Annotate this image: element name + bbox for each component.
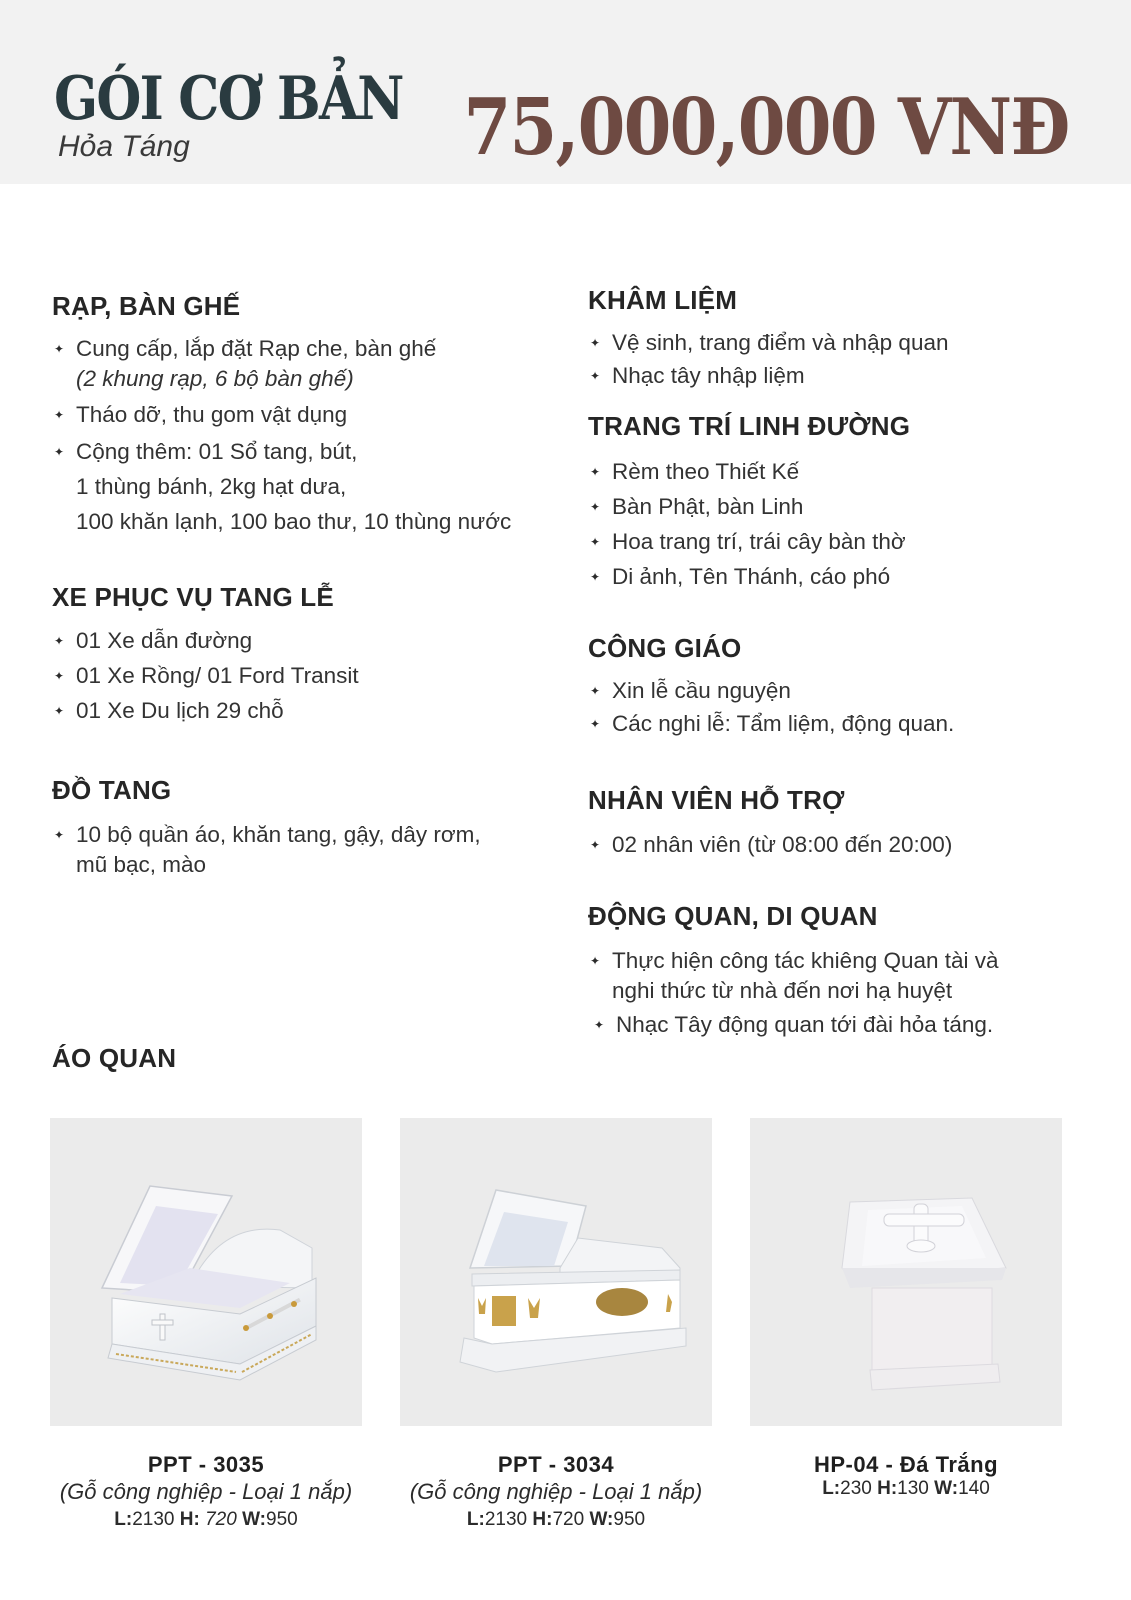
item-text: Vệ sinh, trang điểm và nhập quan [612,330,949,355]
bullet-star-icon: ✦ [590,500,601,514]
item-text-continued: mũ bạc, mào [76,852,207,877]
item-list [588,946,1068,1040]
section-title: NHÂN VIÊN HỖ TRỢ [588,785,845,815]
list-item [588,489,1068,524]
section-title: ĐỒ TANG [52,775,172,805]
section-title: XE PHỤC VỤ TANG LỄ [52,582,334,612]
bullet-star-icon: ✦ [54,634,65,648]
item-list [52,334,552,539]
item-text: Cộng thêm: 01 Sổ tang, bút, [76,439,358,464]
list-item [588,1010,1068,1040]
list-item [52,820,552,880]
section-rap-ban-ghe [52,290,552,539]
dim-label: H: [527,1509,553,1530]
item-text: 10 bộ quần áo, khăn tang, gậy, dây rơm, [76,822,481,847]
list-item [52,400,552,430]
casket-image-ppt-3035 [50,1118,362,1426]
package-subtitle: Hỏa Táng [58,130,190,163]
list-item [52,434,552,539]
dim-label: H: [871,1478,898,1499]
product-dimensions [400,1506,712,1534]
list-item [588,359,1068,392]
product-caption [750,1452,1062,1500]
dim-label: L: [114,1509,133,1530]
product-code: PPT - 3034 [497,1452,615,1477]
item-note: (2 khung rạp, 6 bộ bàn ghế) [76,366,354,391]
list-item [52,623,552,658]
dim-label: L: [822,1478,841,1499]
item-text: Tháo dỡ, thu gom vật dụng [76,402,348,427]
dim-height: 130 [897,1478,929,1499]
bullet-star-icon: ✦ [590,570,601,584]
dim-height: 720 [205,1509,237,1530]
dim-width: 140 [958,1478,990,1499]
list-item [52,334,552,394]
bullet-star-icon: ✦ [590,535,601,549]
item-list [52,820,552,880]
item-text: Di ảnh, Tên Thánh, cáo phó [612,564,891,589]
bullet-star-icon: ✦ [590,684,601,698]
list-item [52,693,552,728]
right-column [588,284,1068,1040]
section-cong-giao [588,632,1068,740]
product-caption [400,1452,712,1534]
stone-urn-cross-icon [750,1118,1062,1426]
package-price: 75,000,000 VNĐ [463,82,1069,173]
section-xe-phuc-vu [52,581,552,728]
bullet-star-icon: ✦ [54,445,65,459]
list-item [588,454,1068,489]
bullet-star-icon: ✦ [590,717,601,731]
dim-label: L: [466,1509,485,1530]
item-list [588,674,1068,740]
list-item [588,830,1068,860]
product-caption [50,1452,362,1534]
bullet-star-icon: ✦ [54,342,65,356]
item-text: Nhạc tây nhập liệm [612,363,805,388]
item-text: Rèm theo Thiết Kế [612,459,800,484]
dim-label: H: [174,1509,206,1530]
item-text: 01 Xe Du lịch 29 chỗ [76,698,284,723]
item-text-continued: 1 thùng bánh, 2kg hạt dưa, [76,474,347,499]
item-text: 01 Xe Rồng/ 01 Ford Transit [76,663,359,688]
list-item [588,674,1068,707]
item-text: Hoa trang trí, trái cây bàn thờ [612,529,906,554]
ao-quan-title: ÁO QUAN [52,1043,177,1073]
dim-height: 720 [552,1509,585,1530]
list-item [588,946,1068,1006]
bullet-star-icon: ✦ [594,1018,605,1032]
product-dimensions [750,1478,1062,1500]
item-text: Bàn Phật, bàn Linh [612,494,804,519]
item-text: Nhạc Tây động quan tới đài hỏa táng. [616,1012,994,1037]
bullet-star-icon: ✦ [590,369,601,383]
list-item [588,326,1068,359]
section-nhan-vien-ho-tro [588,784,1068,860]
list-item [588,524,1068,559]
item-text-continued: nghi thức từ nhà đến nơi hạ huyệt [612,978,953,1003]
dim-length: 230 [840,1478,872,1499]
section-title: CÔNG GIÁO [588,633,742,663]
section-dong-quan-di-quan [588,900,1068,1040]
item-text-continued: 100 khăn lạnh, 100 bao thư, 10 thùng nước [76,509,512,534]
section-title: TRANG TRÍ LINH ĐƯỜNG [588,411,911,441]
header-band [0,0,1131,184]
dim-width: 950 [613,1509,646,1530]
item-list [588,454,1068,594]
item-text: Các nghi lễ: Tẩm liệm, động quan. [612,711,955,736]
urn-image-hp-04 [750,1118,1062,1426]
item-list [52,623,552,728]
section-title: ĐỘNG QUAN, DI QUAN [588,901,878,931]
item-list [588,830,1068,860]
casket-open-lid-icon [50,1118,362,1426]
package-title: GÓI CƠ BẢN [54,64,403,134]
item-text: 01 Xe dẫn đường [76,628,253,653]
dim-width: 950 [266,1509,298,1530]
product-material: (Gỗ công nghiệp - Loại 1 nắp) [409,1479,703,1504]
bullet-star-icon: ✦ [590,465,601,479]
casket-image-ppt-3034 [400,1118,712,1426]
item-text: Thực hiện công tác khiêng Quan tài và [612,948,999,973]
product-card-ppt-3035 [50,1118,362,1534]
dim-label: W: [236,1509,267,1530]
product-material: (Gỗ công nghiệp - Loại 1 nắp) [59,1479,353,1504]
list-item [588,707,1068,740]
product-code: PPT - 3035 [147,1452,265,1477]
item-text: Xin lễ cầu nguyện [612,678,791,703]
casket-gold-ornaments-icon [400,1118,712,1426]
item-list [588,326,1068,392]
item-text: 02 nhân viên (từ 08:00 đến 20:00) [612,832,953,857]
list-item [588,559,1068,594]
left-column [52,290,552,880]
bullet-star-icon: ✦ [590,336,601,350]
bullet-star-icon: ✦ [590,954,601,968]
list-item [52,658,552,693]
section-title: KHÂM LIỆM [588,285,738,315]
dim-length: 2130 [132,1509,175,1530]
bullet-star-icon: ✦ [54,704,65,718]
bullet-star-icon: ✦ [590,838,601,852]
section-kham-liem [588,284,1068,392]
product-card-ppt-3034 [400,1118,712,1534]
product-card-hp-04 [750,1118,1062,1500]
product-dimensions [50,1506,362,1534]
bullet-star-icon: ✦ [54,828,65,842]
dim-label: W: [584,1509,614,1530]
section-trang-tri-linh-duong [588,410,1068,594]
dim-length: 2130 [484,1509,528,1530]
section-title: RẠP, BÀN GHẾ [52,291,241,321]
dim-label: W: [928,1478,959,1499]
bullet-star-icon: ✦ [54,408,65,422]
item-text: Cung cấp, lắp đặt Rạp che, bàn ghế [76,336,437,361]
product-code: HP-04 - Đá Trắng [813,1452,999,1477]
section-do-tang [52,774,552,880]
bullet-star-icon: ✦ [54,669,65,683]
